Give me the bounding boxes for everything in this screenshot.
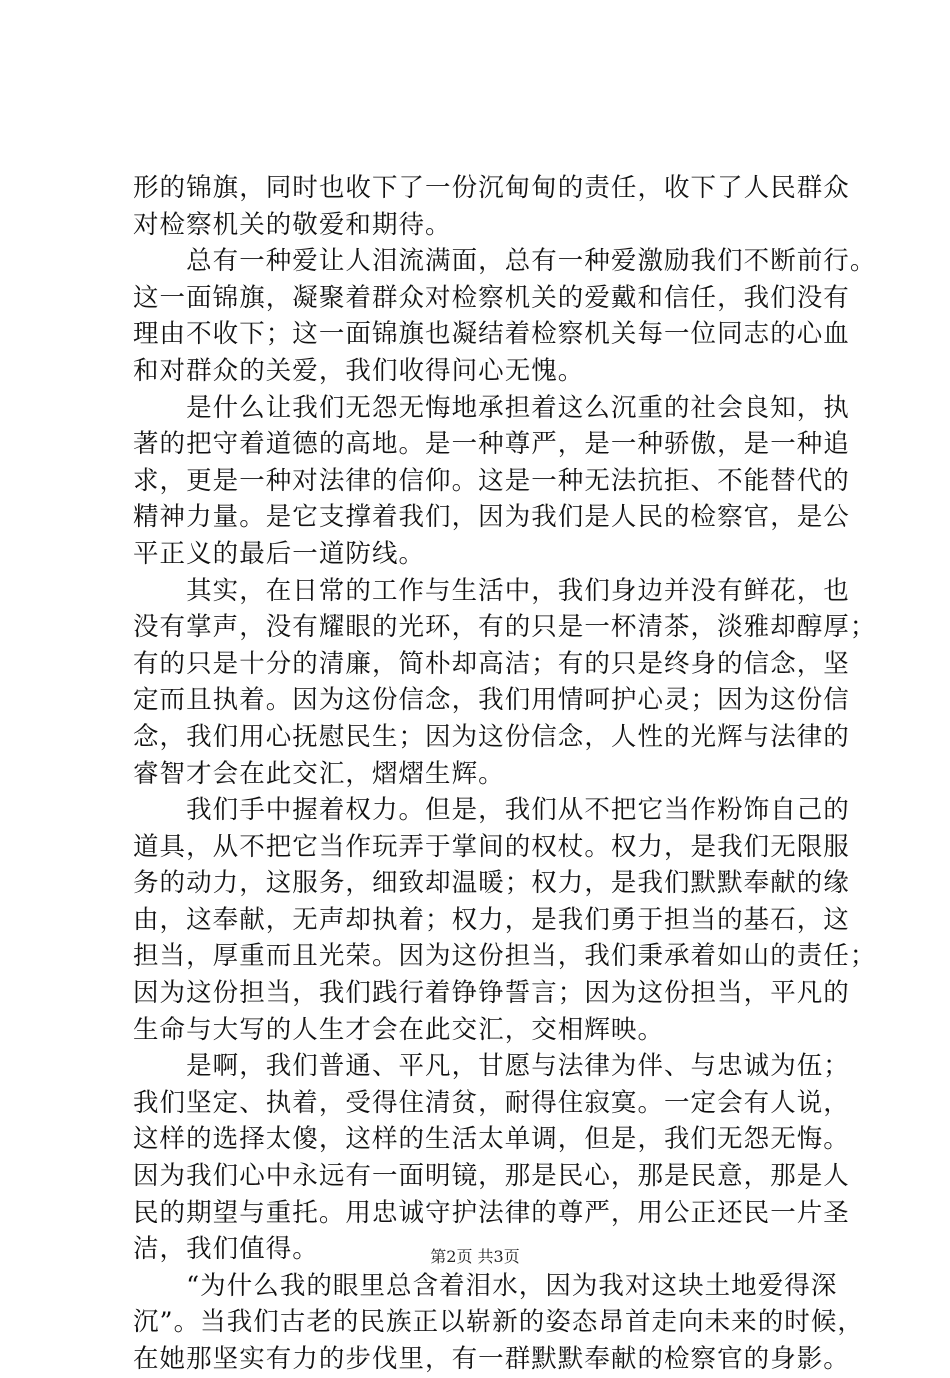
text-line: 在她那坚实有力的步伐里，有一群默默奉献的检察官的身影。 — [133, 1344, 850, 1374]
text-line: 担当，厚重而且光荣。因为这份担当，我们秉承着如山的责任； — [133, 941, 877, 972]
text-line: 总有一种爱让人泪流满面，总有一种爱激励我们不断前行。 — [133, 246, 877, 277]
page-number-footer: 第2页 共3页 — [430, 1247, 520, 1266]
text-line: 务的动力，这服务，细致却温暖；权力，是我们默默奉献的缘 — [133, 868, 850, 899]
text-line: 形的锦旗，同时也收下了一份沉甸甸的责任，收下了人民群众 — [133, 173, 850, 203]
text-line: 定而且执着。因为这份信念，我们用情呵护心灵；因为这份信 — [133, 685, 850, 716]
text-line: 求，更是一种对法律的信仰。这是一种无法抗拒、不能替代的 — [133, 465, 850, 496]
text-line: 洁，我们值得。 — [133, 1234, 319, 1265]
text-line: 是什么让我们无怨无悔地承担着这么沉重的社会良知，执 — [133, 392, 850, 423]
text-line: 由，这奉献，无声却执着；权力，是我们勇于担当的基石，这 — [133, 904, 850, 935]
text-line: 其实，在日常的工作与生活中，我们身边并没有鲜花，也 — [133, 575, 850, 606]
text-line: 是啊，我们普通、平凡，甘愿与法律为伴、与忠诚为伍； — [133, 1051, 850, 1082]
text-line: 理由不收下；这一面锦旗也凝结着检察机关每一位同志的心血 — [133, 319, 850, 350]
body-text — [133, 170, 877, 1378]
text-line: 和对群众的关爱，我们收得问心无愧。 — [133, 355, 585, 386]
text-line: 没有掌声，没有耀眼的光环，有的只是一杯清茶，淡雅却醇厚； — [133, 612, 877, 643]
text-line: 有的只是十分的清廉，简朴却高洁；有的只是终身的信念，坚 — [133, 648, 850, 679]
text-line: 这样的选择太傻，这样的生活太单调，但是，我们无怨无悔。 — [133, 1124, 850, 1155]
text-line: 因为这份担当，我们践行着铮铮誓言；因为这份担当，平凡的 — [133, 978, 850, 1009]
text-line: 平正义的最后一道防线。 — [133, 538, 426, 569]
text-line: 我们手中握着权力。但是，我们从不把它当作粉饰自己的 — [133, 795, 850, 826]
text-line: 沉”。当我们古老的民族正以崭新的姿态昂首走向未来的时候， — [133, 1307, 864, 1338]
text-line: 精神力量。是它支撑着我们，因为我们是人民的检察官，是公 — [133, 502, 850, 533]
text-line: 民的期望与重托。用忠诚守护法律的尊严，用公正还民一片圣 — [133, 1197, 850, 1228]
text-line: 对检察机关的敬爱和期待。 — [133, 209, 452, 240]
text-line: 因为我们心中永远有一面明镜，那是民心，那是民意，那是人 — [133, 1161, 850, 1192]
text-line: 道具，从不把它当作玩弄于掌间的权杖。权力，是我们无限服 — [133, 831, 850, 862]
text-line: 睿智才会在此交汇，熠熠生辉。 — [133, 758, 505, 789]
text-line: 念，我们用心抚慰民生；因为这份信念，人性的光辉与法律的 — [133, 721, 850, 752]
text-line: 这一面锦旗，凝聚着群众对检察机关的爱戴和信任，我们没有 — [133, 282, 850, 313]
text-line: 著的把守着道德的高地。是一种尊严，是一种骄傲，是一种追 — [133, 429, 850, 460]
text-line: “为什么我的眼里总含着泪水，因为我对这块土地爱得深 — [133, 1270, 838, 1301]
text-line: 生命与大写的人生才会在此交汇，交相辉映。 — [133, 1014, 665, 1045]
text-line: 我们坚定、执着，受得住清贫，耐得住寂寞。一定会有人说， — [133, 1087, 850, 1118]
